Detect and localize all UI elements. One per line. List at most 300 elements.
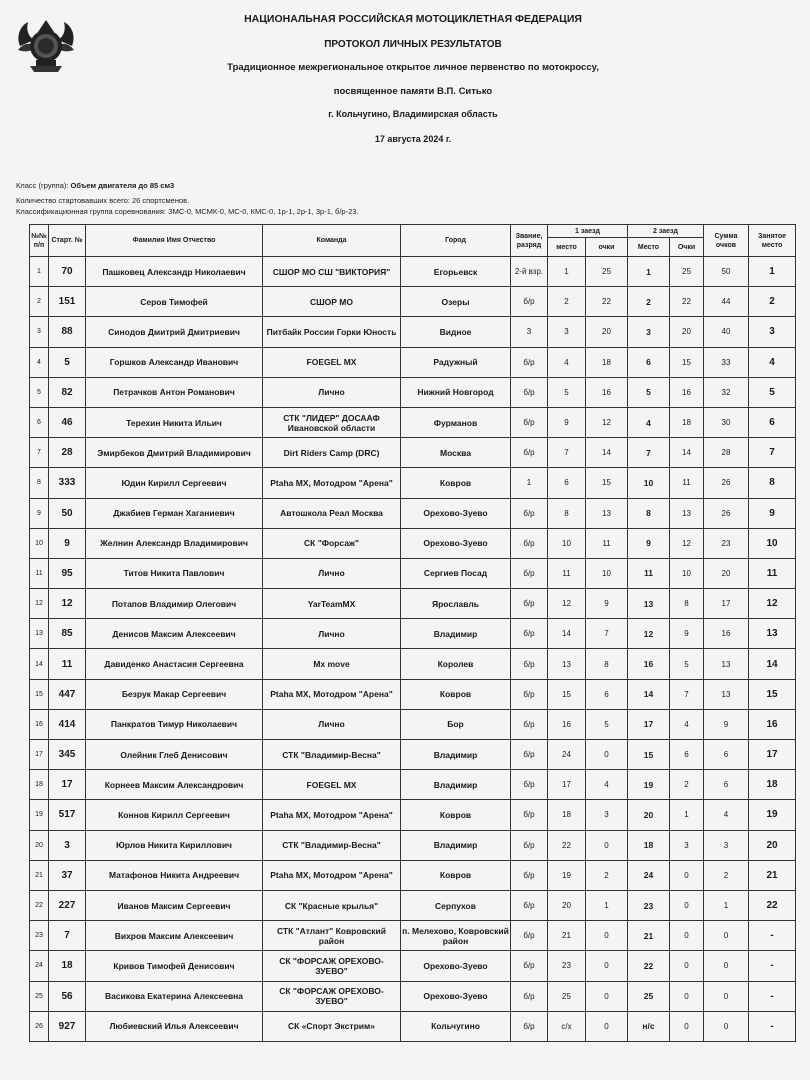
race1-points: 5	[586, 709, 628, 739]
final-place: 19	[749, 800, 796, 830]
team-name: СК "ФОРСАЖ ОРЕХОВО-ЗУЕВО"	[263, 951, 401, 981]
start-number: 414	[49, 709, 86, 739]
col-team: Команда	[263, 225, 401, 257]
points-sum: 23	[704, 528, 749, 558]
city-name: Ковров	[401, 860, 511, 890]
row-number: 5	[30, 377, 49, 407]
race1-points: 15	[586, 468, 628, 498]
event-title: Традиционное межрегиональное открытое личное первенство по мотокроссу,	[227, 62, 599, 73]
start-number: 447	[49, 679, 86, 709]
race2-place: 24	[628, 860, 670, 890]
race1-points: 0	[586, 951, 628, 981]
athlete-name: Васикова Екатерина Алексеевна	[86, 981, 263, 1011]
race1-points: 0	[586, 1011, 628, 1041]
table-row	[30, 317, 796, 347]
results-table	[29, 224, 796, 1042]
race2-points: 4	[670, 709, 704, 739]
race2-points: 0	[670, 951, 704, 981]
points-sum: 0	[704, 921, 749, 951]
athlete-name: Эмирбеков Дмитрий Владимирович	[86, 438, 263, 468]
athlete-rank: б/р	[511, 679, 548, 709]
col-rank: Звание, разряд	[511, 225, 548, 257]
points-sum: 17	[704, 589, 749, 619]
city-name: Бор	[401, 709, 511, 739]
race2-points: 3	[670, 830, 704, 860]
race1-place: с/х	[548, 1011, 586, 1041]
start-number: 28	[49, 438, 86, 468]
race2-place: 9	[628, 528, 670, 558]
race2-points: 0	[670, 921, 704, 951]
race1-place: 21	[548, 921, 586, 951]
race1-place: 25	[548, 981, 586, 1011]
city-name: Орехово-Зуево	[401, 498, 511, 528]
athlete-rank: б/р	[511, 558, 548, 588]
col-race2: 2 заезд	[628, 225, 704, 238]
start-number: 927	[49, 1011, 86, 1041]
team-name: СК «Спорт Экстрим»	[263, 1011, 401, 1041]
race1-place: 1	[548, 257, 586, 287]
points-sum: 30	[704, 407, 749, 437]
team-name: СШОР МО СШ "ВИКТОРИЯ"	[263, 257, 401, 287]
final-place: 9	[749, 498, 796, 528]
race2-points: 12	[670, 528, 704, 558]
col-start: Старт. №	[49, 225, 86, 257]
points-sum: 2	[704, 860, 749, 890]
athlete-rank: 1	[511, 468, 548, 498]
city-name: Егорьевск	[401, 257, 511, 287]
team-name: Лично	[263, 709, 401, 739]
row-number: 13	[30, 619, 49, 649]
athlete-name: Любиевский Илья Алексеевич	[86, 1011, 263, 1041]
final-place: 14	[749, 649, 796, 679]
points-sum: 3	[704, 830, 749, 860]
points-sum: 13	[704, 649, 749, 679]
team-name: Mx move	[263, 649, 401, 679]
city-name: Владимир	[401, 830, 511, 860]
points-sum: 6	[704, 740, 749, 770]
race2-place: 17	[628, 709, 670, 739]
race2-points: 0	[670, 860, 704, 890]
race1-points: 4	[586, 770, 628, 800]
start-number: 151	[49, 287, 86, 317]
race2-place: 3	[628, 317, 670, 347]
team-name: YarTeamMX	[263, 589, 401, 619]
start-number: 12	[49, 589, 86, 619]
row-number: 24	[30, 951, 49, 981]
city-name: Серпухов	[401, 890, 511, 920]
start-number: 517	[49, 800, 86, 830]
race2-place: 6	[628, 347, 670, 377]
row-number: 15	[30, 679, 49, 709]
race1-place: 9	[548, 407, 586, 437]
athlete-name: Иванов Максим Сергеевич	[86, 890, 263, 920]
table-row	[30, 347, 796, 377]
row-number: 14	[30, 649, 49, 679]
race2-place: 19	[628, 770, 670, 800]
race1-place: 24	[548, 740, 586, 770]
race1-points: 8	[586, 649, 628, 679]
points-sum: 0	[704, 1011, 749, 1041]
race2-points: 5	[670, 649, 704, 679]
race2-points: 14	[670, 438, 704, 468]
points-sum: 40	[704, 317, 749, 347]
city-name: Кольчугино	[401, 1011, 511, 1041]
city-name: Ковров	[401, 800, 511, 830]
start-number: 9	[49, 528, 86, 558]
race2-points: 0	[670, 1011, 704, 1041]
race1-place: 20	[548, 890, 586, 920]
athlete-rank: б/р	[511, 407, 548, 437]
city-name: Королев	[401, 649, 511, 679]
table-row	[30, 951, 796, 981]
final-place: -	[749, 921, 796, 951]
row-number: 25	[30, 981, 49, 1011]
final-place: 21	[749, 860, 796, 890]
athlete-rank: б/р	[511, 287, 548, 317]
start-number: 95	[49, 558, 86, 588]
team-name: Питбайк России Горки Юность	[263, 317, 401, 347]
athlete-rank: б/р	[511, 951, 548, 981]
race1-points: 1	[586, 890, 628, 920]
federation-title: НАЦИОНАЛЬНАЯ РОССИЙСКАЯ МОТОЦИКЛЕТНАЯ ФЕДЕРАЦИЯ	[244, 13, 582, 25]
team-name: СТК "Владимир-Весна"	[263, 830, 401, 860]
final-place: 7	[749, 438, 796, 468]
final-place: 5	[749, 377, 796, 407]
athlete-name: Петрачков Антон Романович	[86, 377, 263, 407]
race2-points: 15	[670, 347, 704, 377]
race1-place: 8	[548, 498, 586, 528]
final-place: 13	[749, 619, 796, 649]
team-name: Лично	[263, 619, 401, 649]
city-name: Ковров	[401, 679, 511, 709]
start-number: 37	[49, 860, 86, 890]
class-label: Класс (группа):	[16, 181, 71, 190]
final-place: 8	[749, 468, 796, 498]
race1-place: 14	[548, 619, 586, 649]
team-name: Ptaha MX, Мотодром "Арена"	[263, 679, 401, 709]
athlete-name: Желнин Александр Владимирович	[86, 528, 263, 558]
athlete-name: Денисов Максим Алексеевич	[86, 619, 263, 649]
final-place: -	[749, 1011, 796, 1041]
final-place: 10	[749, 528, 796, 558]
race2-place: 5	[628, 377, 670, 407]
points-sum: 26	[704, 468, 749, 498]
row-number: 1	[30, 257, 49, 287]
team-name: СШОР МО	[263, 287, 401, 317]
col-points1: очки	[586, 238, 628, 257]
race2-points: 0	[670, 890, 704, 920]
athlete-name: Джабиев Герман Хаганиевич	[86, 498, 263, 528]
table-row	[30, 468, 796, 498]
row-number: 23	[30, 921, 49, 951]
row-number: 10	[30, 528, 49, 558]
athlete-rank: б/р	[511, 709, 548, 739]
team-name: Ptaha MX, Мотодром "Арена"	[263, 860, 401, 890]
header-row-top	[30, 225, 796, 238]
athlete-name: Терехин Никита Ильич	[86, 407, 263, 437]
city-name: Нижний Новгород	[401, 377, 511, 407]
final-place: 2	[749, 287, 796, 317]
athlete-name: Безрук Макар Сергеевич	[86, 679, 263, 709]
race2-place: 23	[628, 890, 670, 920]
start-number: 46	[49, 407, 86, 437]
table-row	[30, 830, 796, 860]
race2-points: 13	[670, 498, 704, 528]
start-number: 11	[49, 649, 86, 679]
final-place: 11	[749, 558, 796, 588]
row-number: 4	[30, 347, 49, 377]
table-row	[30, 498, 796, 528]
athlete-name: Серов Тимофей	[86, 287, 263, 317]
points-sum: 20	[704, 558, 749, 588]
points-sum: 4	[704, 800, 749, 830]
start-number: 5	[49, 347, 86, 377]
city-name: Фурманов	[401, 407, 511, 437]
race2-place: 1	[628, 257, 670, 287]
start-number: 7	[49, 921, 86, 951]
final-place: 6	[749, 407, 796, 437]
final-place: 1	[749, 257, 796, 287]
table-row	[30, 860, 796, 890]
race1-points: 0	[586, 740, 628, 770]
athlete-name: Кривов Тимофей Денисович	[86, 951, 263, 981]
athlete-rank: б/р	[511, 528, 548, 558]
row-number: 8	[30, 468, 49, 498]
athlete-rank: 2-й взр.	[511, 257, 548, 287]
athlete-rank: б/р	[511, 347, 548, 377]
race2-points: 0	[670, 981, 704, 1011]
race1-place: 22	[548, 830, 586, 860]
row-number: 3	[30, 317, 49, 347]
final-place: 16	[749, 709, 796, 739]
row-number: 7	[30, 438, 49, 468]
athlete-rank: б/р	[511, 498, 548, 528]
race1-points: 2	[586, 860, 628, 890]
points-sum: 32	[704, 377, 749, 407]
race1-place: 3	[548, 317, 586, 347]
row-number: 22	[30, 890, 49, 920]
team-name: СТК "Атлант" Ковровский район	[263, 921, 401, 951]
athlete-name: Вихров Максим Алексеевич	[86, 921, 263, 951]
race2-points: 1	[670, 800, 704, 830]
table-row	[30, 438, 796, 468]
race1-points: 11	[586, 528, 628, 558]
athlete-name: Титов Никита Павлович	[86, 558, 263, 588]
race2-place: 7	[628, 438, 670, 468]
athlete-name: Синодов Дмитрий Дмитриевич	[86, 317, 263, 347]
start-number: 85	[49, 619, 86, 649]
athlete-rank: б/р	[511, 981, 548, 1011]
athlete-name: Олейник Глеб Денисович	[86, 740, 263, 770]
table-row	[30, 921, 796, 951]
race1-points: 13	[586, 498, 628, 528]
race2-points: 6	[670, 740, 704, 770]
row-number: 12	[30, 589, 49, 619]
race1-place: 2	[548, 287, 586, 317]
athlete-rank: б/р	[511, 589, 548, 619]
athlete-rank: б/р	[511, 830, 548, 860]
col-place1: место	[548, 238, 586, 257]
class-line	[16, 181, 174, 190]
city-name: Ковров	[401, 468, 511, 498]
athlete-name: Юдин Кирилл Сергеевич	[86, 468, 263, 498]
points-sum: 44	[704, 287, 749, 317]
event-place: г. Кольчугино, Владимирская область	[328, 109, 498, 119]
athlete-rank: 3	[511, 317, 548, 347]
start-number: 56	[49, 981, 86, 1011]
points-sum: 9	[704, 709, 749, 739]
start-number: 3	[49, 830, 86, 860]
table-row	[30, 407, 796, 437]
city-name: Сергиев Посад	[401, 558, 511, 588]
points-sum: 13	[704, 679, 749, 709]
athlete-rank: б/р	[511, 860, 548, 890]
final-place: 17	[749, 740, 796, 770]
start-number: 345	[49, 740, 86, 770]
race2-points: 9	[670, 619, 704, 649]
race1-place: 16	[548, 709, 586, 739]
start-number: 50	[49, 498, 86, 528]
race1-points: 9	[586, 589, 628, 619]
athlete-name: Потапов Владимир Олегович	[86, 589, 263, 619]
city-name: Радужный	[401, 347, 511, 377]
final-place: 15	[749, 679, 796, 709]
race1-place: 19	[548, 860, 586, 890]
race2-points: 22	[670, 287, 704, 317]
row-number: 17	[30, 740, 49, 770]
points-sum: 6	[704, 770, 749, 800]
race1-points: 0	[586, 830, 628, 860]
athlete-name: Давиденко Анастасия Сергеевна	[86, 649, 263, 679]
col-sum: Сумма очков	[704, 225, 749, 257]
points-sum: 26	[704, 498, 749, 528]
race2-place: 21	[628, 921, 670, 951]
points-sum: 50	[704, 257, 749, 287]
table-row	[30, 890, 796, 920]
race2-points: 25	[670, 257, 704, 287]
team-name: СК "Форсаж"	[263, 528, 401, 558]
team-name: FOEGEL MX	[263, 770, 401, 800]
race1-points: 0	[586, 981, 628, 1011]
team-name: Автошкола Реал Москва	[263, 498, 401, 528]
race2-points: 20	[670, 317, 704, 347]
athlete-name: Юрлов Никита Кириллович	[86, 830, 263, 860]
qualification-line: Классификационная группа соревнования: ЗМС-0, МСМК-0, МС-0, КМС-0, 1р-1, 2р-1, 3р-1, б/р-23.	[16, 207, 359, 216]
athlete-name: Панкратов Тимур Николаевич	[86, 709, 263, 739]
final-place: -	[749, 951, 796, 981]
team-name: Лично	[263, 377, 401, 407]
race1-place: 5	[548, 377, 586, 407]
city-name: Владимир	[401, 619, 511, 649]
city-name: Владимир	[401, 770, 511, 800]
race2-place: 10	[628, 468, 670, 498]
athlete-rank: б/р	[511, 1011, 548, 1041]
table-row	[30, 709, 796, 739]
athlete-rank: б/р	[511, 770, 548, 800]
race1-place: 17	[548, 770, 586, 800]
race1-points: 14	[586, 438, 628, 468]
race2-points: 16	[670, 377, 704, 407]
race1-points: 22	[586, 287, 628, 317]
table-row	[30, 981, 796, 1011]
race1-points: 12	[586, 407, 628, 437]
race1-place: 4	[548, 347, 586, 377]
race2-place: 11	[628, 558, 670, 588]
race1-place: 12	[548, 589, 586, 619]
table-row	[30, 649, 796, 679]
race2-points: 8	[670, 589, 704, 619]
start-number: 70	[49, 257, 86, 287]
points-sum: 0	[704, 981, 749, 1011]
race1-place: 10	[548, 528, 586, 558]
city-name: Озеры	[401, 287, 511, 317]
team-name: Ptaha MX, Мотодром "Арена"	[263, 800, 401, 830]
event-date: 17 августа 2024 г.	[374, 134, 452, 144]
race1-points: 7	[586, 619, 628, 649]
points-sum: 33	[704, 347, 749, 377]
athlete-name: Горшков Александр Иванович	[86, 347, 263, 377]
start-number: 333	[49, 468, 86, 498]
race1-points: 6	[586, 679, 628, 709]
final-place: 4	[749, 347, 796, 377]
row-number: 20	[30, 830, 49, 860]
race1-place: 23	[548, 951, 586, 981]
table-row	[30, 287, 796, 317]
race2-place: 22	[628, 951, 670, 981]
col-place2: Место	[628, 238, 670, 257]
row-number: 6	[30, 407, 49, 437]
points-sum: 0	[704, 951, 749, 981]
race1-points: 0	[586, 921, 628, 951]
race2-place: 16	[628, 649, 670, 679]
event-memory: посвященное памяти В.П. Ситько	[333, 86, 493, 97]
city-name: Владимир	[401, 740, 511, 770]
table-row	[30, 589, 796, 619]
city-name: п. Мелехово, Ковровский район	[401, 921, 511, 951]
class-value: Объем двигателя до 85 см3	[70, 181, 175, 190]
row-number: 21	[30, 860, 49, 890]
city-name: Видное	[401, 317, 511, 347]
start-number: 82	[49, 377, 86, 407]
city-name: Орехово-Зуево	[401, 951, 511, 981]
col-name: Фамилия Имя Отчество	[86, 225, 263, 257]
points-sum: 28	[704, 438, 749, 468]
starters-line: Количество стартовавших всего: 26 спортсменов.	[16, 196, 190, 205]
race2-place: 15	[628, 740, 670, 770]
city-name: Орехово-Зуево	[401, 981, 511, 1011]
row-number: 16	[30, 709, 49, 739]
final-place: 22	[749, 890, 796, 920]
table-row	[30, 558, 796, 588]
race1-place: 7	[548, 438, 586, 468]
team-name: Dirt Riders Camp (DRC)	[263, 438, 401, 468]
protocol-title: ПРОТОКОЛ ЛИЧНЫХ РЕЗУЛЬТАТОВ	[324, 39, 502, 50]
final-place: 12	[749, 589, 796, 619]
race1-points: 3	[586, 800, 628, 830]
table-row	[30, 619, 796, 649]
col-final: Занятое место	[749, 225, 796, 257]
table-row	[30, 528, 796, 558]
row-number: 19	[30, 800, 49, 830]
race1-place: 13	[548, 649, 586, 679]
col-city: Город	[401, 225, 511, 257]
athlete-name: Корнеев Максим Александрович	[86, 770, 263, 800]
race2-place: 13	[628, 589, 670, 619]
table-row	[30, 770, 796, 800]
row-number: 18	[30, 770, 49, 800]
city-name: Москва	[401, 438, 511, 468]
row-number: 26	[30, 1011, 49, 1041]
